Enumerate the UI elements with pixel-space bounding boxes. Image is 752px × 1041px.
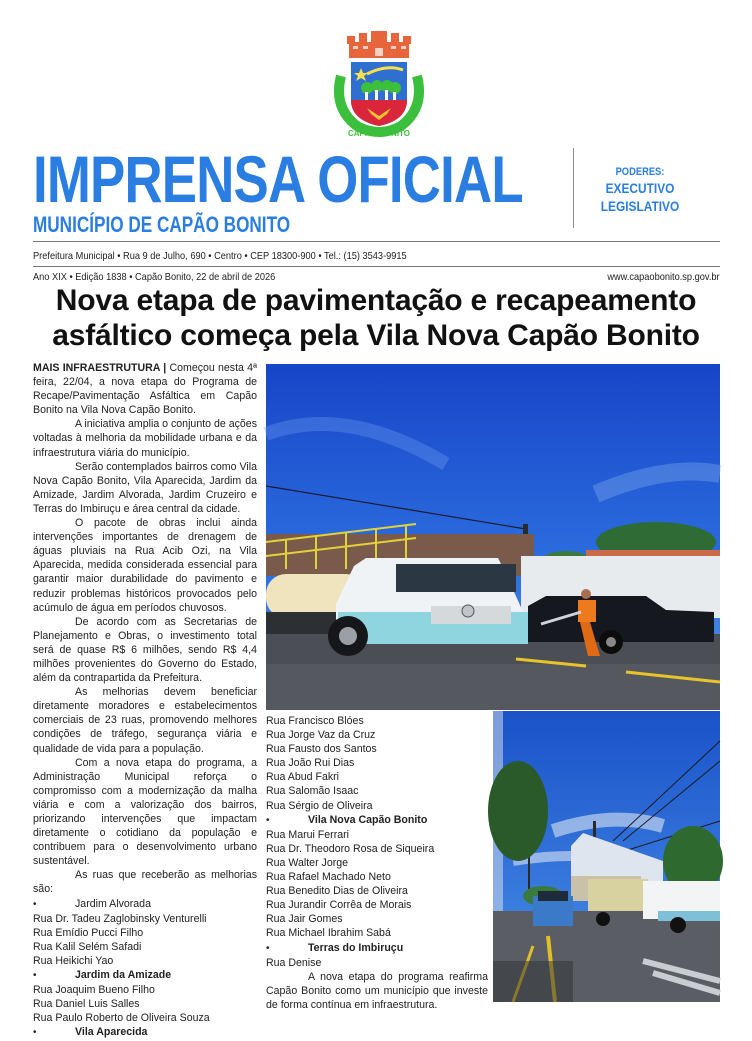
bullet-icon: • bbox=[33, 970, 37, 982]
street-item: Rua Jair Gomes bbox=[266, 913, 343, 926]
street-item: Rua João Rui Dias bbox=[266, 757, 355, 770]
paragraph-lead: MAIS INFRAESTRUTURA | Começou nesta 4ª feira, 22/04, a nova etapa do Programa de Recape/Pavimentação Asfáltica em Capão Bonito na Vila Nova Capão Bonito. bbox=[33, 362, 257, 417]
neighborhood-heading: • Jardim Alvorada bbox=[33, 897, 257, 912]
photo-trucks-on-street bbox=[493, 711, 720, 1002]
address-line: Prefeitura Municipal • Rua 9 de Julho, 690 • Centro • CEP 18300-900 • Tel.: (15) 3543-9915 bbox=[33, 250, 407, 262]
street-item: Rua Rafael Machado Neto bbox=[266, 871, 391, 884]
street-item: Rua Dr. Theodoro Rosa de Siqueira bbox=[266, 842, 435, 855]
street-item: Rua Jurandir Corrêa de Morais bbox=[266, 899, 412, 912]
street-item: Rua Paulo Roberto de Oliveira Souza bbox=[33, 1012, 210, 1025]
street-item: Rua Emídio Pucci Filho bbox=[33, 926, 144, 939]
bullet-icon: • bbox=[266, 814, 270, 826]
kicker: MAIS INFRAESTRUTURA | bbox=[33, 362, 170, 374]
neighborhood-heading: • Vila Aparecida bbox=[33, 1025, 257, 1040]
bullet-icon: • bbox=[33, 1027, 37, 1039]
newspaper-title: IMPRENSA OFICIAL bbox=[33, 142, 523, 216]
header-rule-bottom bbox=[33, 266, 720, 267]
paragraph: De acordo com as Secretarias de Planejamento e Obras, o investimento total será de quase R$ 6 milhões, sendo R$ 4,4 milhões provenientes do Governo do Estado, além da contrapartida da Prefeitura. bbox=[33, 615, 257, 685]
photo-water-truck-street bbox=[266, 364, 720, 710]
street-item: Rua Dr. Tadeu Zaglobinsky Venturelli bbox=[33, 912, 207, 925]
street-item: Rua Sérgio de Oliveira bbox=[266, 799, 373, 812]
paragraph: As ruas que receberão as melhorias são: bbox=[33, 869, 257, 896]
city-coat-of-arms-icon bbox=[327, 28, 431, 140]
website-link[interactable]: www.capaobonito.sp.gov.br bbox=[607, 271, 720, 283]
street-item: Rua Benedito Dias de Oliveira bbox=[266, 885, 408, 898]
street-item: Rua Denise bbox=[266, 956, 322, 969]
paragraph: Com a nova etapa do programa, a Administração Municipal reforça o compromisso com a modernização da malha viária e com a valorização dos bairros, priorizando intervenções que impactam diretamente o cotidiano da população e contribuem para o desenvolvimento urbano sustentável. bbox=[33, 756, 257, 868]
street-item: Rua Heikichi Yao bbox=[33, 954, 114, 967]
headline-line-2: asfáltico começa pela Vila Nova Capão Bonito bbox=[52, 319, 700, 352]
street-item: Rua Daniel Luis Salles bbox=[33, 998, 140, 1011]
street-item: Rua Francisco Blóes bbox=[266, 715, 364, 727]
crest-text: CAPÃO BONITO bbox=[347, 129, 411, 138]
headline-line-1: Nova etapa de pavimentação e recapeamento bbox=[55, 284, 697, 317]
street-item: Rua Marui Ferrari bbox=[266, 828, 350, 841]
edition-info: Ano XIX • Edição 1838 • Capão Bonito, 22 de abril de 2026 bbox=[33, 271, 276, 283]
street-item: Rua Kalil Selém Safadi bbox=[33, 940, 142, 953]
paragraph: A iniciativa amplia o conjunto de ações voltadas à melhoria da mobilidade urbana e da infraestrutura viária do município. bbox=[33, 418, 257, 459]
powers-box bbox=[590, 165, 690, 215]
street-item: Rua Michael Ibrahim Sabá bbox=[266, 927, 391, 940]
street-item: Rua Fausto dos Santos bbox=[266, 743, 377, 756]
street-item: Rua Jorge Vaz da Cruz bbox=[266, 729, 376, 742]
bullet-icon: • bbox=[33, 898, 37, 910]
street-item: Rua Abud Fakri bbox=[266, 771, 340, 784]
neighborhood-heading: • Jardim da Amizade bbox=[33, 968, 257, 983]
paragraph: As melhorias devem beneficiar diretamente moradores e estabelecimentos comerciais de 23 ruas, promovendo melhores condições de tráfego, segurança viária e qualidade de vida para a população. bbox=[33, 686, 257, 755]
bullet-icon: • bbox=[266, 942, 270, 954]
street-item: Rua Joaquim Bueno Filho bbox=[33, 984, 155, 997]
street-item: Rua Walter Jorge bbox=[266, 856, 349, 869]
article-column-middle bbox=[266, 714, 488, 1012]
header-rule-top bbox=[33, 241, 720, 242]
power-legislative: LEGISLATIVO bbox=[600, 198, 680, 214]
neighborhood-heading: • Vila Nova Capão Bonito bbox=[266, 813, 488, 828]
masthead-divider bbox=[573, 148, 574, 228]
powers-label: PODERES: bbox=[615, 166, 665, 178]
paragraph: Serão contemplados bairros como Vila Nova Capão Bonito, Vila Aparecida, Jardim da Amizade, Jardim Alvorada, Jardim Cruzeiro e Terras do Imbiruçu e área central da cidade. bbox=[33, 460, 257, 515]
paragraph: O pacote de obras inclui ainda intervenções importantes de drenagem de águas pluviais na Rua Acib Ozi, na Vila Aparecida, medida considerada essencial para garantir maior durabilidade do pavimento e reduzir problemas históricos provocados pelo acúmulo de água em períodos chuvosos. bbox=[33, 517, 257, 614]
street-item: Rua Salomão Isaac bbox=[266, 785, 359, 798]
article-headline bbox=[20, 283, 732, 353]
closing-paragraph: A nova etapa do programa reafirma Capão Bonito como um município que investe de forma contínua em infraestrutura. bbox=[266, 970, 488, 1011]
neighborhood-heading: • Terras do Imbiruçu bbox=[266, 941, 488, 956]
article-column-left bbox=[33, 361, 257, 1041]
municipality-name: MUNICÍPIO DE CAPÃO BONITO bbox=[33, 212, 291, 237]
power-executive: EXECUTIVO bbox=[605, 180, 675, 196]
